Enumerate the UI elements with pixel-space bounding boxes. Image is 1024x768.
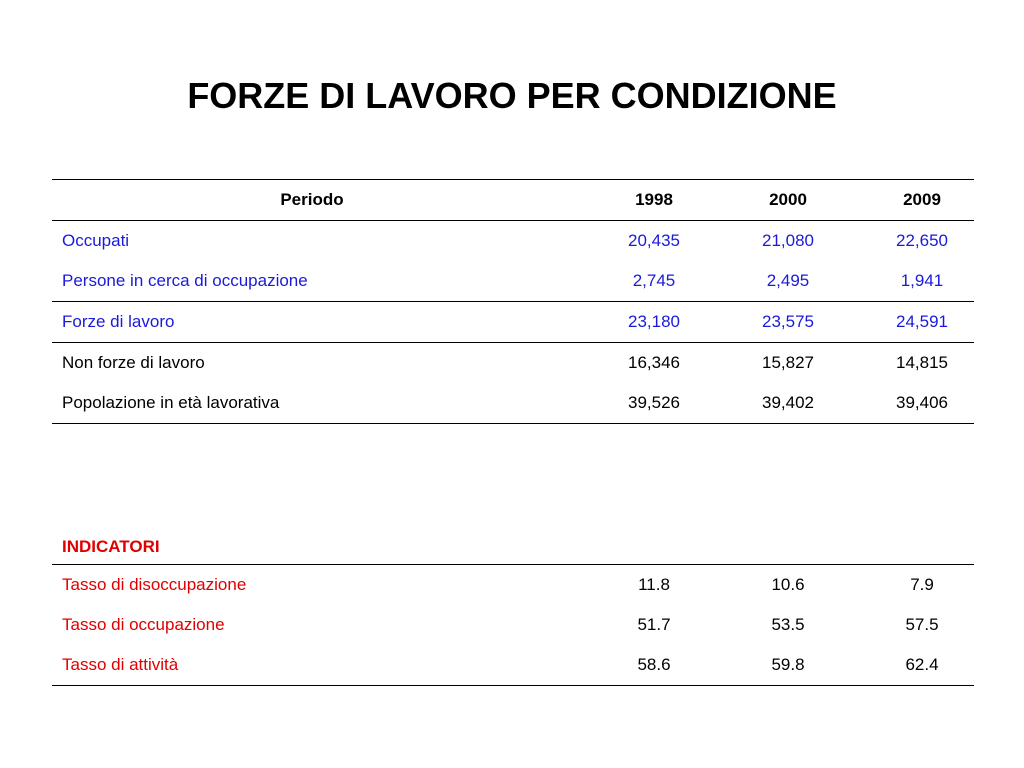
indicators-table [52, 530, 974, 686]
table-row-forze-di-lavoro [52, 302, 974, 343]
cell-value: 53.5 [771, 615, 805, 634]
table-row-popolazione [52, 383, 974, 424]
cell-value: 23,575 [706, 302, 840, 343]
cell-value: 14,815 [896, 353, 948, 372]
cell-value: 39,402 [706, 383, 840, 424]
cell-value: 7.9 [910, 575, 934, 594]
table-row-tasso-occupazione [52, 605, 974, 645]
table-row-non-forze-di-lavoro [52, 343, 974, 384]
cell-value: 1,941 [840, 261, 974, 302]
cell-value: 2,745 [572, 261, 706, 302]
table-row-tasso-attivita [52, 645, 974, 686]
cell-value: 57.5 [905, 615, 939, 634]
row-label: Forze di lavoro [52, 302, 572, 343]
table-header-row [52, 180, 974, 221]
indicators-heading: INDICATORI [52, 530, 974, 565]
row-label: Occupati [62, 231, 130, 250]
cell-value: 59.8 [706, 645, 840, 686]
row-label: Persone in cerca di occupazione [52, 261, 572, 302]
row-label: Tasso di attività [52, 645, 572, 686]
header-year-2000: 2000 [706, 180, 840, 221]
table-row-tasso-disoccupazione [52, 565, 974, 606]
cell-value: 10.6 [771, 575, 805, 594]
header-year-2009: 2009 [840, 180, 974, 221]
indicators-heading-row [52, 530, 974, 565]
cell-value: 15,827 [762, 353, 814, 372]
row-label: Tasso di occupazione [62, 615, 225, 634]
row-label: Non forze di lavoro [62, 353, 205, 372]
cell-value: 62.4 [840, 645, 974, 686]
header-periodo: Periodo [52, 180, 572, 221]
labor-force-table [52, 179, 974, 424]
cell-value: 21,080 [762, 231, 814, 250]
row-label: Popolazione in età lavorativa [52, 383, 572, 424]
cell-value: 16,346 [628, 353, 680, 372]
cell-value: 22,650 [896, 231, 948, 250]
cell-value: 51.7 [637, 615, 671, 634]
table-row-occupati [52, 221, 974, 262]
cell-value: 24,591 [840, 302, 974, 343]
cell-value: 20,435 [628, 231, 680, 250]
table-row-persone-in-cerca [52, 261, 974, 302]
cell-value: 58.6 [572, 645, 706, 686]
cell-value: 39,406 [840, 383, 974, 424]
slide-title: FORZE DI LAVORO PER CONDIZIONE [187, 75, 837, 116]
cell-value: 11.8 [638, 575, 670, 594]
cell-value: 2,495 [706, 261, 840, 302]
header-year-1998: 1998 [572, 180, 706, 221]
cell-value: 39,526 [572, 383, 706, 424]
cell-value: 23,180 [572, 302, 706, 343]
row-label: Tasso di disoccupazione [62, 575, 247, 594]
